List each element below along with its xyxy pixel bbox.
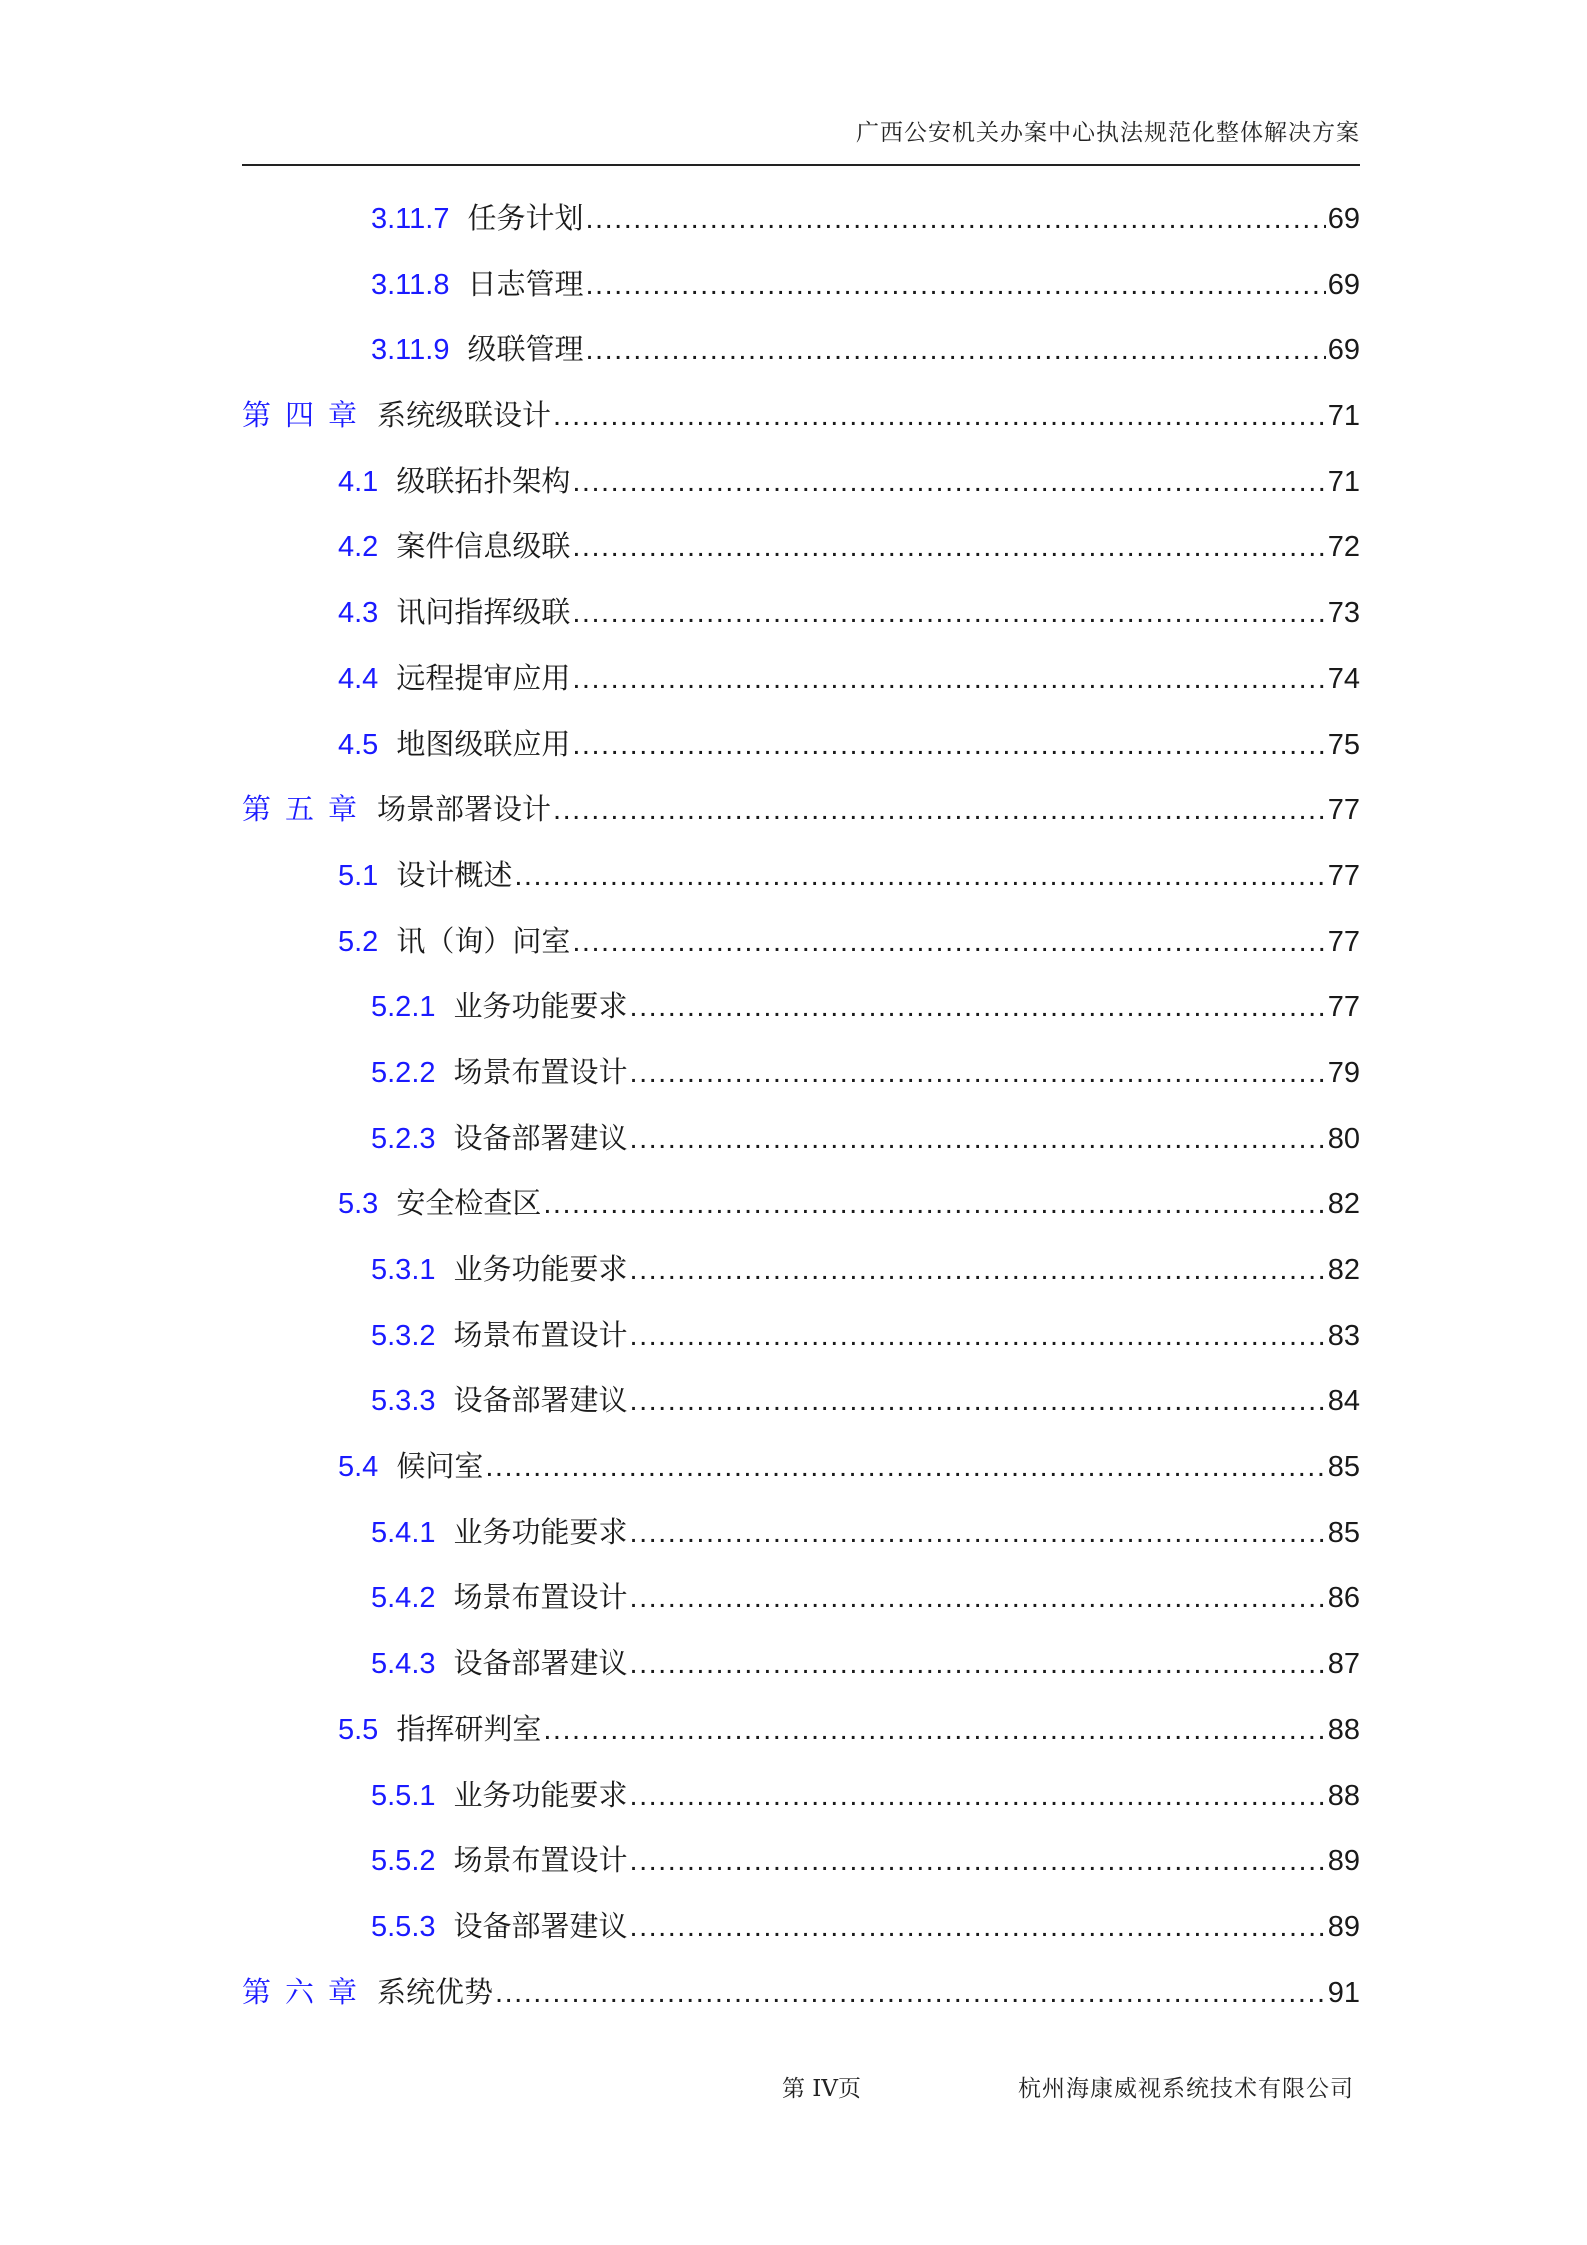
toc-entry-number: 4.4 [338, 662, 379, 695]
toc-dot-leader [485, 1451, 1325, 1484]
toc-entry-title: 业务功能要求 [453, 1514, 628, 1549]
toc-entry-number: 第四章 [242, 400, 372, 433]
toc-dot-leader [630, 1582, 1326, 1615]
toc-entry-title: 场景布置设计 [453, 1843, 628, 1878]
toc-entry-number: 4.5 [338, 728, 379, 761]
toc-entry-page: 85 [1327, 1516, 1360, 1549]
toc-entry-number: 5.3.2 [371, 1319, 436, 1352]
toc-entry-number: 3.11.7 [371, 203, 450, 235]
toc-entry-title: 地图级联应用 [396, 726, 571, 761]
toc-entry-title: 场景布置设计 [453, 1054, 628, 1089]
toc-entry-title: 讯（询）问室 [396, 923, 571, 958]
toc-entry[interactable] [242, 590, 1360, 656]
company-name: 杭州海康威视系统技术有限公司 [1018, 2076, 1354, 2102]
toc-entry[interactable] [242, 1378, 1360, 1444]
toc-entry-page: 88 [1327, 1713, 1360, 1746]
toc-entry-page: 83 [1327, 1319, 1360, 1352]
toc-entry[interactable] [242, 1116, 1360, 1182]
toc-entry-number: 5.5.1 [371, 1779, 436, 1812]
toc-dot-leader [543, 1188, 1325, 1221]
toc-entry-title: 案件信息级联 [396, 529, 571, 564]
toc-entry-number: 5.2.3 [371, 1122, 436, 1155]
toc-dot-leader [630, 1517, 1326, 1550]
toc-entry-number: 5.4.2 [371, 1582, 436, 1615]
toc-entry-title: 安全检查区 [396, 1186, 542, 1221]
toc-entry[interactable] [242, 1510, 1360, 1576]
toc-entry-page: 89 [1327, 1910, 1360, 1943]
toc-entry-page: 82 [1327, 1254, 1360, 1286]
toc-entry[interactable] [242, 1444, 1360, 1510]
toc-entry-title: 候问室 [396, 1449, 484, 1484]
toc-entry-page: 77 [1327, 925, 1360, 958]
toc-entry[interactable] [242, 919, 1360, 985]
toc-entry-number: 3.11.9 [371, 334, 450, 367]
toc-dot-leader [630, 1845, 1326, 1878]
toc-dot-leader [630, 1780, 1326, 1813]
toc-entry-title: 远程提审应用 [396, 660, 571, 695]
toc-entry[interactable] [242, 393, 1360, 459]
document-title: 广西公安机关办案中心执法规范化整体解决方案 [856, 120, 1360, 146]
toc-entry-number: 5.1 [338, 859, 379, 892]
toc-entry[interactable] [242, 459, 1360, 525]
toc-entry-page: 82 [1327, 1188, 1360, 1221]
toc-entry-number: 5.2 [338, 925, 379, 958]
toc-entry-page: 72 [1327, 531, 1360, 564]
toc-entry[interactable] [242, 524, 1360, 590]
toc-dot-leader [630, 991, 1326, 1024]
toc-entry-title: 设备部署建议 [453, 1646, 628, 1681]
toc-entry[interactable] [242, 1575, 1360, 1641]
toc-entry-page: 85 [1327, 1451, 1360, 1484]
toc-entry[interactable] [242, 1641, 1360, 1707]
toc-entry-title: 级联拓扑架构 [396, 463, 571, 498]
toc-entry-title: 指挥研判室 [396, 1711, 542, 1746]
toc-entry[interactable] [242, 1247, 1360, 1313]
toc-entry[interactable] [242, 1970, 1360, 2036]
toc-entry-number: 5.4.1 [371, 1516, 436, 1549]
toc-entry-number: 5.5 [338, 1713, 379, 1746]
toc-entry-page: 87 [1327, 1648, 1360, 1681]
toc-entry-title: 级联管理 [467, 332, 584, 367]
toc-entry[interactable] [242, 1707, 1360, 1773]
toc-entry-title: 场景布置设计 [453, 1580, 628, 1615]
toc-entry-number: 5.5.3 [371, 1910, 436, 1943]
toc-dot-leader [543, 1714, 1325, 1747]
toc-entry-page: 71 [1327, 400, 1360, 433]
toc-entry[interactable] [242, 722, 1360, 788]
toc-dot-leader [630, 1123, 1326, 1156]
toc-entry-number: 5.3.3 [371, 1385, 436, 1418]
toc-entry-page: 77 [1327, 859, 1360, 892]
toc-entry-number: 5.4.3 [371, 1648, 436, 1681]
toc-entry[interactable] [242, 1181, 1360, 1247]
toc-dot-leader [586, 269, 1326, 302]
page-footer [242, 2070, 1360, 2110]
toc-dot-leader [630, 1057, 1326, 1090]
toc-entry-title: 讯问指挥级联 [396, 595, 571, 630]
toc-entry-page: 91 [1327, 1976, 1360, 2009]
toc-entry-number: 第五章 [242, 794, 372, 827]
toc-dot-leader [630, 1911, 1326, 1944]
table-of-contents [242, 196, 1360, 2035]
toc-entry[interactable] [242, 853, 1360, 919]
toc-entry[interactable] [242, 1313, 1360, 1379]
toc-entry-number: 5.3.1 [371, 1254, 436, 1286]
toc-entry-title: 系统优势 [377, 1974, 494, 2009]
toc-dot-leader [572, 597, 1325, 630]
toc-entry-page: 73 [1327, 597, 1360, 630]
toc-dot-leader [572, 531, 1325, 564]
toc-dot-leader [586, 334, 1326, 367]
page-number: 第 IV页 [782, 2076, 862, 2102]
toc-dot-leader [495, 1977, 1326, 2010]
toc-entry-title: 场景布置设计 [453, 1317, 628, 1352]
toc-entry-page: 86 [1327, 1582, 1360, 1615]
toc-entry-title: 业务功能要求 [453, 1252, 628, 1286]
toc-entry-page: 69 [1327, 334, 1360, 367]
toc-entry-title: 设备部署建议 [453, 1120, 628, 1155]
toc-entry[interactable] [242, 1773, 1360, 1839]
toc-entry-number: 第六章 [242, 1976, 372, 2009]
toc-entry-page: 74 [1327, 662, 1360, 695]
toc-entry-number: 5.2.2 [371, 1056, 436, 1089]
toc-entry-title: 任务计划 [467, 201, 584, 235]
toc-entry[interactable] [242, 984, 1360, 1050]
toc-entry[interactable] [242, 196, 1360, 262]
toc-entry[interactable] [242, 327, 1360, 393]
toc-entry[interactable] [242, 1050, 1360, 1116]
toc-entry-page: 89 [1327, 1845, 1360, 1878]
toc-entry-page: 88 [1327, 1779, 1360, 1812]
toc-entry-number: 5.3 [338, 1188, 379, 1221]
toc-entry-page: 79 [1327, 1056, 1360, 1089]
toc-entry-page: 80 [1327, 1122, 1360, 1155]
toc-entry-title: 业务功能要求 [453, 1777, 628, 1812]
toc-dot-leader [630, 1254, 1326, 1287]
toc-entry-title: 场景部署设计 [377, 792, 552, 827]
toc-entry-page: 84 [1327, 1385, 1360, 1418]
toc-entry-page: 71 [1327, 465, 1360, 498]
toc-dot-leader [553, 794, 1326, 827]
toc-entry-title: 日志管理 [467, 266, 584, 301]
toc-dot-leader [630, 1385, 1326, 1418]
toc-dot-leader [514, 860, 1325, 893]
toc-dot-leader [630, 1648, 1326, 1681]
toc-entry-number: 5.5.2 [371, 1845, 436, 1878]
toc-entry-title: 设备部署建议 [453, 1383, 628, 1418]
toc-entry-number: 5.4 [338, 1451, 379, 1484]
toc-entry-page: 77 [1327, 794, 1360, 827]
toc-entry-page: 75 [1327, 728, 1360, 761]
toc-entry-number: 4.1 [338, 465, 379, 498]
toc-entry-number: 3.11.8 [371, 268, 450, 301]
toc-entry[interactable] [242, 656, 1360, 722]
toc-entry[interactable] [242, 1838, 1360, 1904]
toc-entry-page: 69 [1327, 268, 1360, 301]
toc-entry-title: 设备部署建议 [453, 1908, 628, 1943]
toc-entry-title: 设计概述 [396, 857, 513, 892]
toc-entry-title: 业务功能要求 [453, 989, 628, 1024]
toc-entry[interactable] [242, 787, 1360, 853]
page-header [242, 108, 1360, 166]
toc-dot-leader [630, 1320, 1326, 1353]
toc-entry-page: 77 [1327, 991, 1360, 1024]
toc-entry-title: 系统级联设计 [377, 398, 552, 433]
toc-dot-leader [553, 400, 1326, 433]
toc-entry[interactable] [242, 262, 1360, 328]
toc-entry[interactable] [242, 1904, 1360, 1970]
toc-dot-leader [572, 729, 1325, 762]
toc-entry-number: 5.2.1 [371, 991, 436, 1024]
toc-entry-number: 4.3 [338, 597, 379, 630]
toc-dot-leader [572, 663, 1325, 696]
toc-entry-number: 4.2 [338, 531, 379, 564]
toc-entry-page: 69 [1327, 203, 1360, 235]
toc-dot-leader [572, 926, 1325, 959]
toc-dot-leader [586, 203, 1326, 236]
toc-dot-leader [572, 466, 1325, 499]
